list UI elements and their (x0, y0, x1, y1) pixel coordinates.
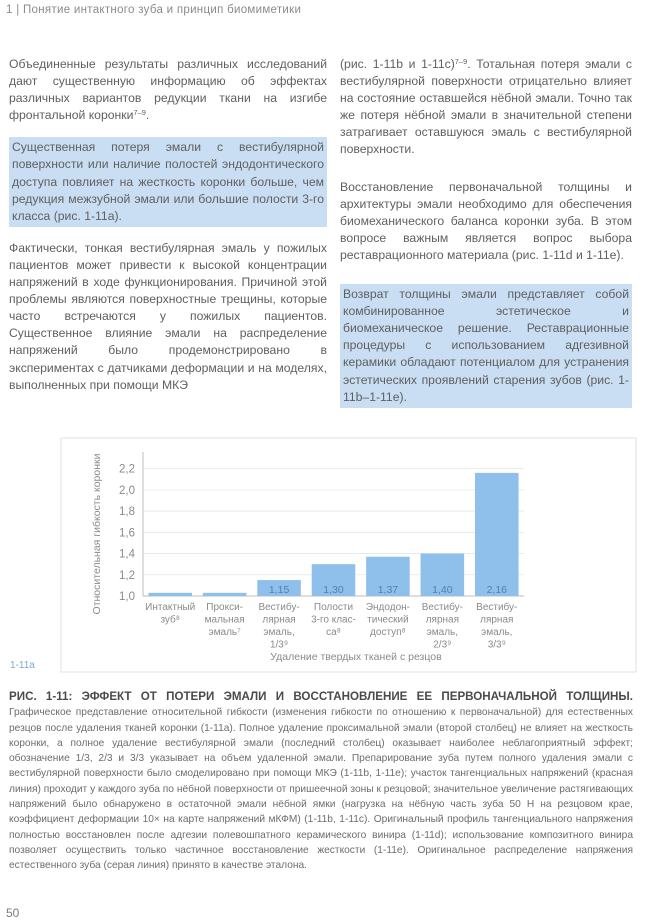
chart-gridlines (143, 469, 524, 575)
left-column (9, 56, 327, 394)
x-tick-label (366, 602, 410, 638)
y-tick-label: 2,2 (119, 463, 135, 476)
x-tick-label-line: лярная (262, 614, 296, 626)
data-label: 1,15 (268, 584, 290, 596)
chart-border (61, 438, 636, 672)
x-tick-label-line: эмаль, (481, 627, 513, 638)
caption-text: Графическое представление относительной гибкости (изменения гибкости по отношению к первоначальной) для естественных резцов после удаления тканей коронки (1-11а). Полное удаление проксимальной эмали (второй столбец) не влияет на жесткость коронки, а полное удаление вестибулярной эмали (последний столбец) оказывает наиболее неблагоприятный эффект; обозначение 1/3, 2/3 и 3/3 указывает на объем удаленной эмали. Препарирование зуба путем полного удаления эмали с вестибулярной поверхности было смоделировано при помощи МКЭ (1-11b, 1-11e); участок тангенциальных напряжений (красная линия) проходит у каждого зуба по нёбной поверхности от пришеечной зоны к резцовой; значительное увеличение растягивающих напряжений было обнаружено в остаточной эмали нёбной ямки (нагрузка на нёбную часть зуба 50 Н на резцовом крае, коэффициент деформации 10× на карте напряжений мКФМ) (1-11b, 1-11c). Оригинальный профиль тангенциального напряжения полностью восстановлен после адгезии полевошпатного керамического винира (1-11d); использование композитного винира позволяет осуществить только частичное восстановление жесткости (1-11e). Оригинальное распределение напряжения естественного зуба (серая линия) принято в качестве эталона. (9, 707, 633, 872)
x-tick-label-line: зуб⁸ (160, 614, 180, 626)
chart-x-labels (145, 601, 517, 651)
highlight-box: Существенная потеря эмали с вестибулярной поверхности или наличие полостей эндодонтического доступа повлияет на жесткость коронки больше, чем редукция межзубной эмали или большие полости 3-го класса (рис. 1-11а). (9, 137, 327, 226)
paragraph-text: Объединенные результаты различных исследований дают существенную информацию об эффектах различных вариантов редукции ткани на изгибе фронтальной коронки (9, 57, 327, 123)
paragraph-text: (рис. 1-11b и 1-11c) (340, 57, 455, 71)
paragraph: Фактически, тонкая вестибулярная эмаль у пожилых пациентов может привести к высокой концентрации напряжений в ходе функционирования. Причиной этой проблемы являются поверхностные трещины, которые часто встречаются у пожилых пациентов. Существенное влияние эмали на распределение напряжений было продемонстрировано в экспериментах с датчиками деформации и на моделях, выполненных при помощи МКЭ (9, 240, 327, 392)
y-tick-label: 1,4 (119, 548, 135, 561)
x-tick-label-line: 1/3⁹ (269, 639, 289, 651)
right-column (340, 56, 632, 408)
x-tick-label-line: Вестибу- (421, 602, 463, 613)
chart-frame (61, 438, 636, 672)
x-tick-label-line: Прокси- (206, 602, 244, 613)
paragraph (9, 56, 327, 124)
y-tick-label: 1,0 (119, 591, 135, 603)
x-tick-label-line: эмаль⁷ (208, 627, 241, 638)
page-number: 50 (6, 906, 20, 920)
bar (148, 593, 192, 596)
data-label: 1,40 (432, 584, 453, 596)
data-label: 1,30 (323, 584, 344, 596)
x-tick-label-line: Полости (313, 602, 354, 613)
x-tick-label-line: Вестибу- (476, 602, 518, 613)
paragraph (340, 56, 632, 159)
bar (475, 473, 519, 596)
x-tick-label (311, 602, 356, 638)
y-tick-label: 1,6 (119, 527, 135, 540)
y-tick-label: 1,2 (119, 569, 135, 582)
x-tick-label-line: са⁸ (326, 627, 341, 638)
y-axis-label: Относительная гибкость коронки (91, 453, 103, 615)
x-tick-label (145, 602, 195, 626)
x-tick-label-line: Эндодон- (365, 602, 410, 613)
highlight-box: Возврат толщины эмали представляет собой комбинированное эстетическое и биомеханическое решение. Реставрационные процедуры с использованием адгезивной керамики обладают потенциалом для устранения эстетических проявлений старения зубов (рис. 1-11b–1-11e). (340, 284, 632, 408)
reference-superscript: 7–9 (454, 57, 468, 66)
paragraph-text: . Тотальная потеря эмали с вестибулярной поверхности отрицательно влияет на состояние оставшейся нёбной эмали. Точно так же потеря нёбной эмали в значительной степени затрагивает оставшуюся эмаль с вестибулярной поверхности. (340, 57, 632, 157)
x-tick-label-line: эмаль, (263, 627, 295, 638)
bar (203, 593, 247, 596)
figure-caption (9, 689, 633, 874)
y-tick-label: 2,0 (119, 484, 135, 497)
x-tick-label-line: 3/3⁹ (487, 639, 506, 651)
x-tick-label-line: эмаль, (426, 627, 459, 638)
x-tick-label (258, 601, 299, 651)
chart-bars (148, 473, 518, 596)
x-tick-label-line: Интактный (145, 602, 196, 613)
panel-label: 1-11a (10, 660, 35, 671)
bar-chart (10, 436, 630, 676)
running-head: 1 | Понятие интактного зуба и принцип биомиметики (6, 4, 302, 16)
chart-y-ticks (119, 464, 136, 603)
x-tick-label-line: мальная (204, 614, 245, 626)
y-tick-label: 1,8 (119, 506, 135, 519)
x-axis-label: Удаление твердых тканей с резцов (270, 651, 442, 663)
x-tick-label-line: Вестибу- (258, 602, 300, 613)
caption-title: РИС. 1-11: ЭФФЕКТ ОТ ПОТЕРИ ЭМАЛИ И ВОССТАНОВЛЕНИЕ ЕЕ ПЕРВОНАЧАЛЬНОЙ ТОЛЩИНЫ. (9, 690, 633, 703)
x-tick-label-line: 3-го клас- (311, 614, 356, 626)
x-tick-label (422, 601, 463, 651)
x-tick-label-line: доступ⁸ (370, 627, 406, 638)
x-tick-label (476, 601, 517, 651)
x-tick-label-line: лярная (425, 614, 460, 626)
x-tick-label-line: 2/3⁹ (433, 639, 452, 651)
paragraph-end: . (145, 108, 150, 123)
reference-superscript: 7–9 (133, 108, 146, 118)
x-tick-label-line: лярная (480, 614, 514, 626)
x-tick-label-line: тический (367, 614, 409, 626)
paragraph: Восстановление первоначальной толщины и архитектуры эмали необходимо для обеспечения биомеханического баланса коронки зуба. В этом вопросе важным является вопрос выбора реставрационного материала (рис. 1-11d и 1-11e). (340, 179, 632, 262)
data-label: 1,37 (377, 584, 399, 596)
data-label: 2,16 (486, 584, 508, 596)
x-tick-label (205, 602, 245, 638)
